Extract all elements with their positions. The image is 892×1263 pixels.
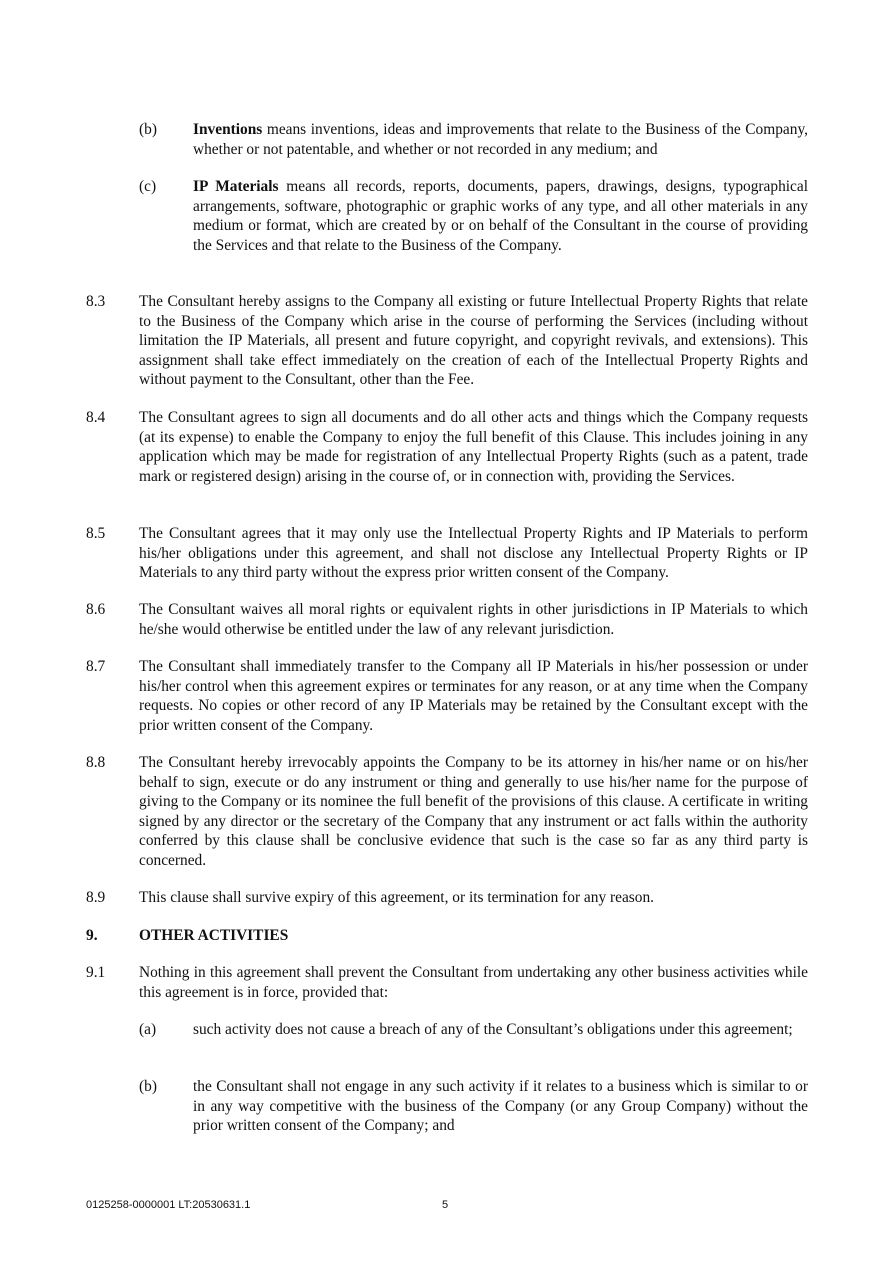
item-label: (b): [139, 1078, 157, 1095]
item-text: [193, 120, 808, 159]
clause-number: 8.4: [86, 409, 106, 426]
clause-text: The Consultant hereby irrevocably appoints the Company to be its attorney in his/her name or on his/her behalf to sign, execute or do any instrument or thing and generally to use his/her name for the purpose of giving to the Company or its nominee the full benefit of the provisions of this clause. A certificate in writing signed by any director or the secretary of the Company that any instrument or act falls within the authority conferred by this clause shall be conclusive evidence that such is the case so far as any third party is concerned.: [139, 754, 808, 869]
clause-number: 8.9: [86, 889, 106, 906]
document-reference: 0125258-0000001 LT:20530631.1: [86, 1199, 251, 1211]
clause-text: The Consultant agrees that it may only use the Intellectual Property Rights and IP Materials to perform his/her obligations under this agreement, and shall not disclose any Intellectual Property Rights or IP Materials to any third party without the express prior written consent of the Company.: [139, 525, 808, 581]
item-text: such activity does not cause a breach of any of the Consultant’s obligations under this agreement;: [193, 1021, 793, 1038]
clause-text: The Consultant waives all moral rights or equivalent rights in other jurisdictions in IP Materials to which he/she would otherwise be entitled under the law of any relevant jurisdiction.: [139, 601, 808, 638]
clause-number: 8.3: [86, 293, 106, 310]
defined-term: Inventions: [193, 121, 263, 138]
section-number: 9.: [86, 927, 98, 944]
clause-number: 8.5: [86, 525, 106, 542]
page-number: 5: [442, 1199, 449, 1211]
section-title: OTHER ACTIVITIES: [139, 927, 289, 944]
item-label: (a): [139, 1021, 157, 1038]
definition-body: means all records, reports, documents, papers, drawings, designs, typographical arrangements, software, photographic or graphic works of any type, and all other materials in any medium or format, which are created by or on behalf of the Consultant in the course of providing the Services and that relate to the Business of the Company.: [193, 178, 808, 254]
item-label: (b): [139, 121, 157, 138]
item-text: [193, 177, 808, 255]
clause-text: The Consultant agrees to sign all documents and do all other acts and things which the Company requests (at its expense) to enable the Company to enjoy the full benefit of this Clause. This includes joining in any application which may be made for registration of any Intellectual Property Rights (such as a patent, trade mark or registered design) arising in the course of, or in connection with, providing the Services.: [139, 409, 808, 485]
item-label: (c): [139, 178, 157, 195]
definition-body: means inventions, ideas and improvements that relate to the Business of the Company, whether or not patentable, and whether or not recorded in any medium; and: [193, 121, 808, 158]
defined-term: IP Materials: [193, 178, 279, 195]
item-text: the Consultant shall not engage in any such activity if it relates to a business which is similar to or in any way competitive with the business of the Company (or any Group Company) without the prior written consent of the Company; and: [193, 1078, 808, 1134]
clause-number: 9.1: [86, 964, 106, 981]
clause-number: 8.7: [86, 658, 106, 675]
clause-text: The Consultant shall immediately transfer to the Company all IP Materials in his/her possession or under his/her control when this agreement expires or terminates for any reason, or at any time when the Company requests. No copies or other record of any IP Materials may be retained by the Consultant except with the prior written consent of the Company.: [139, 658, 808, 734]
clause-text: The Consultant hereby assigns to the Company all existing or future Intellectual Property Rights that relate to the Business of the Company which arise in the course of performing the Services (including without limitation the IP Materials, all present and future copyright, and copyright revivals, and extensions). This assignment shall take effect immediately on the creation of each of the Intellectual Property Rights and without payment to the Consultant, other than the Fee.: [139, 293, 808, 388]
clause-text: Nothing in this agreement shall prevent the Consultant from undertaking any other business activities while this agreement is in force, provided that:: [139, 964, 808, 1001]
clause-text: This clause shall survive expiry of this agreement, or its termination for any reason.: [139, 889, 655, 906]
clause-number: 8.6: [86, 601, 106, 618]
clause-number: 8.8: [86, 754, 106, 771]
